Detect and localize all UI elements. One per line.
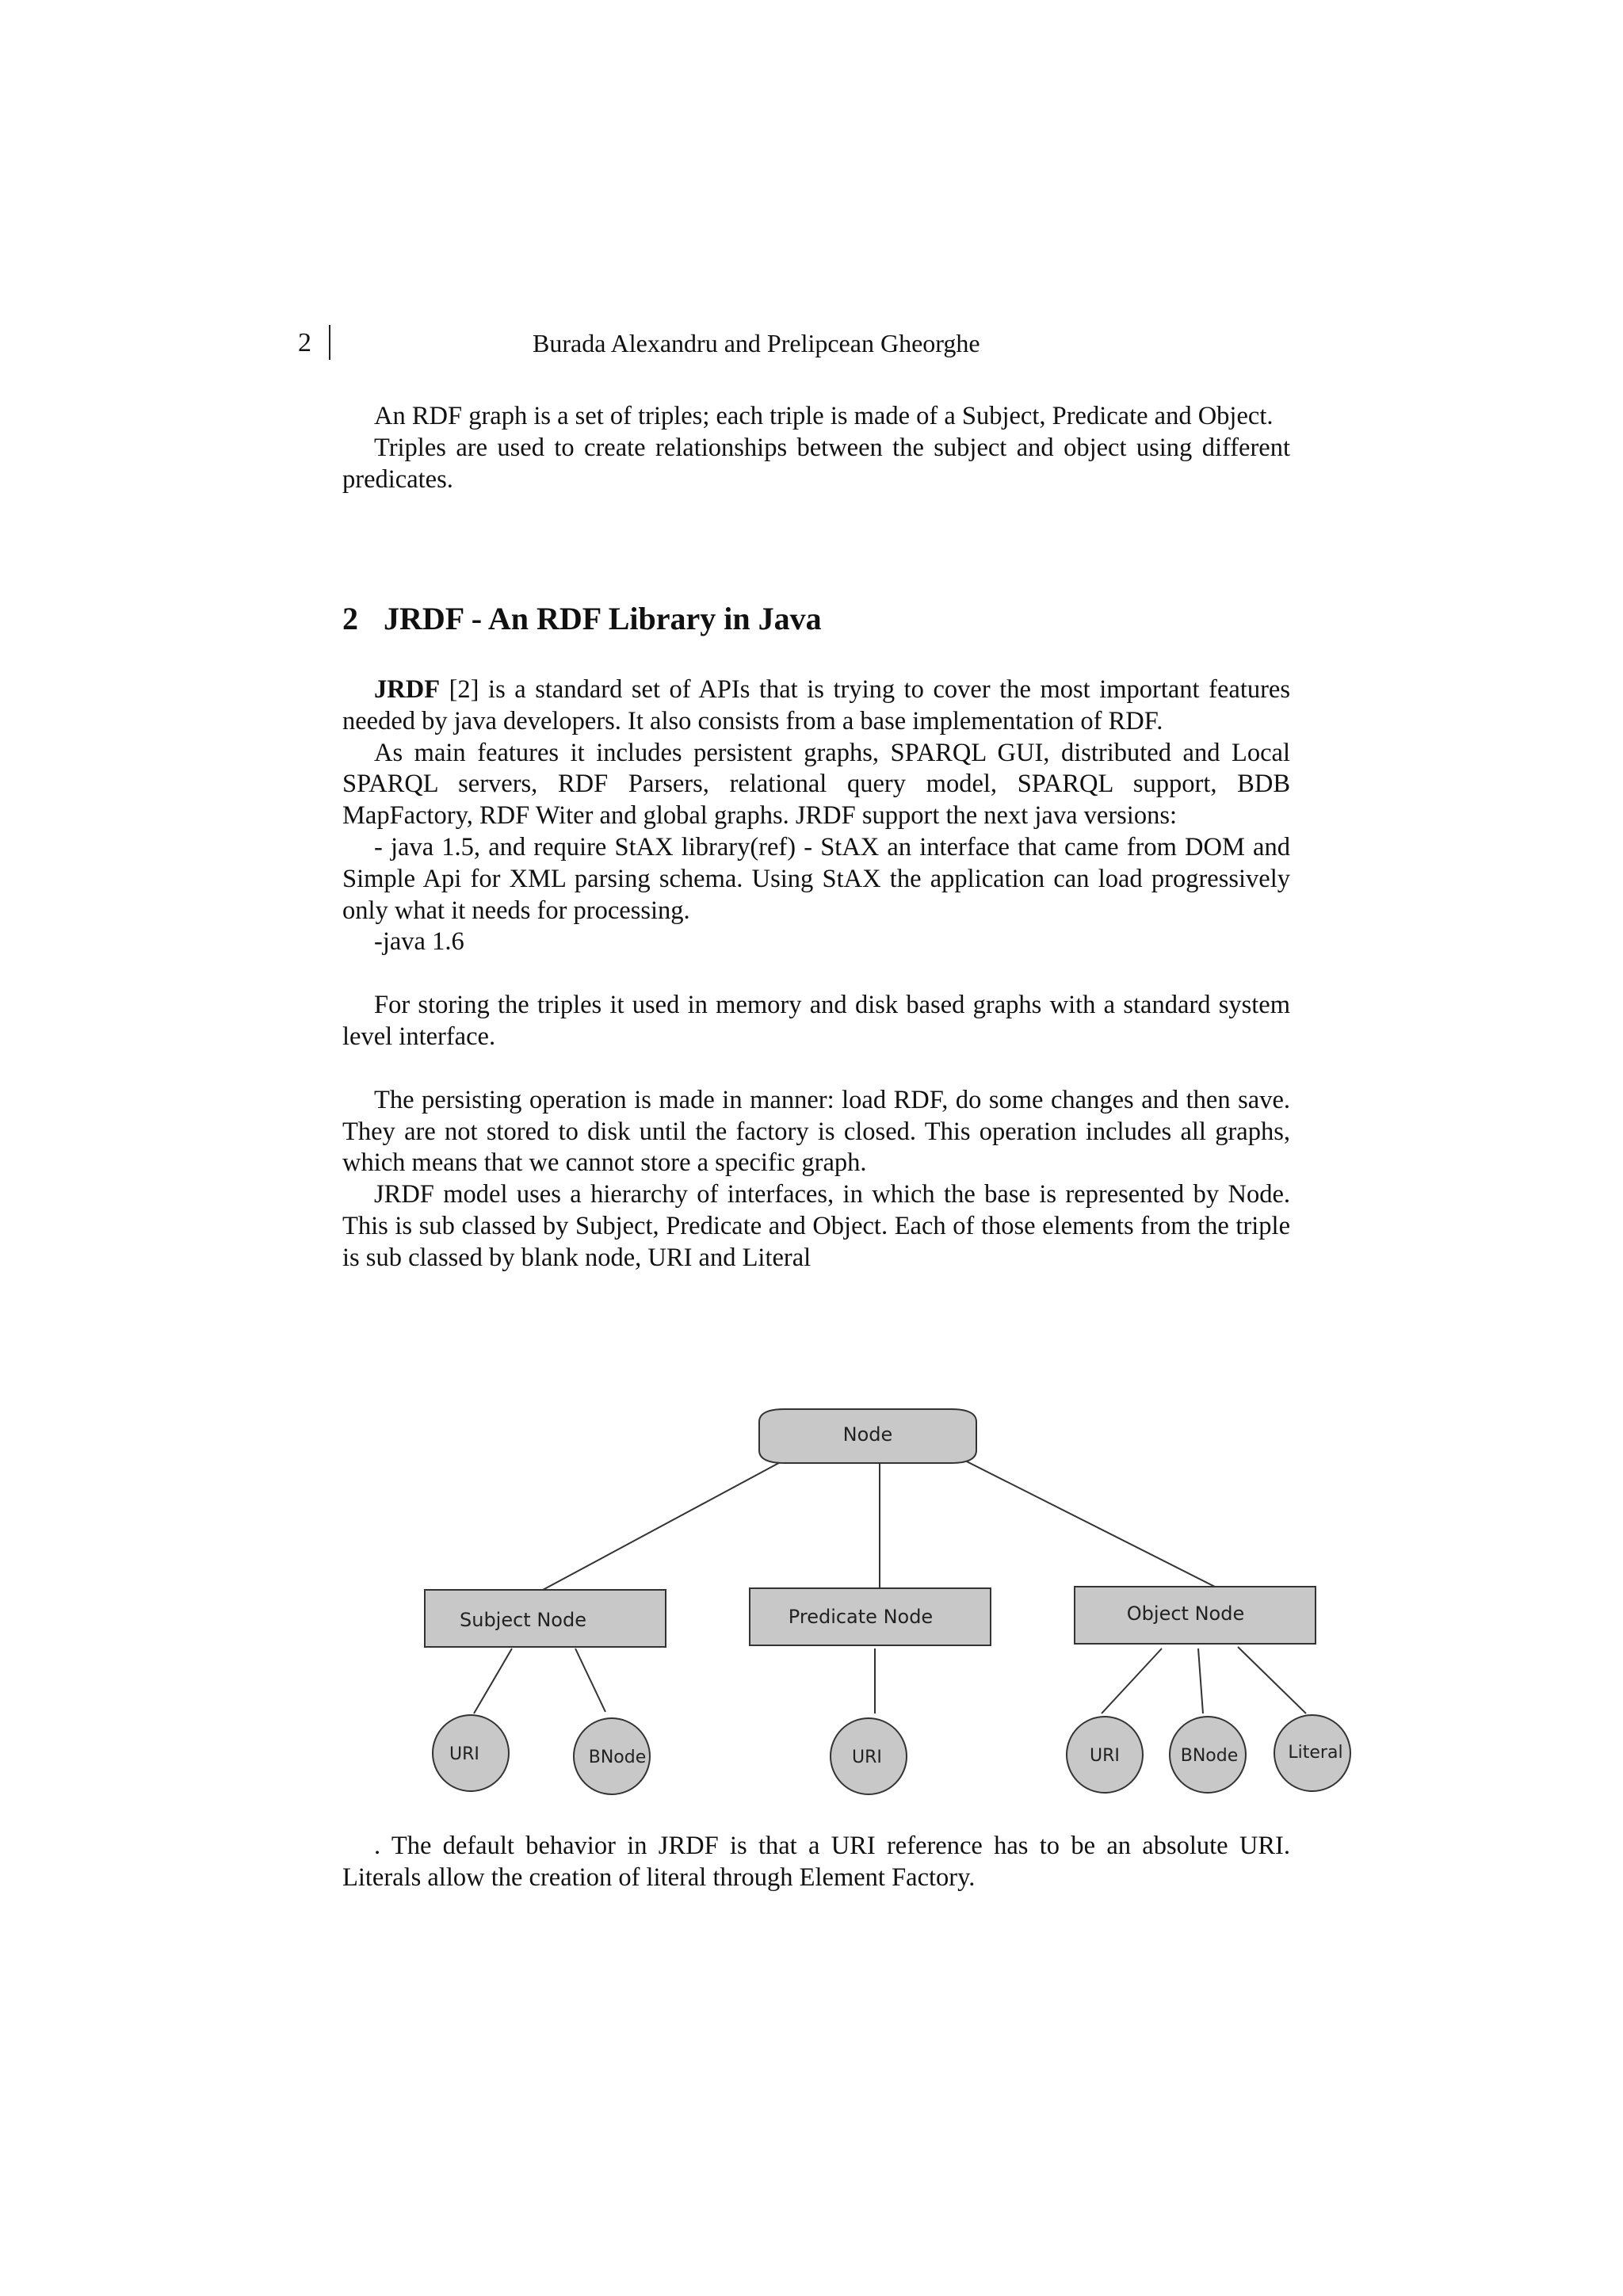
root-node	[759, 1409, 976, 1463]
intro-text	[342, 401, 1290, 495]
intro-paragraph-2: Triples are used to create relationships between the subject and object using different predicates.	[342, 433, 1290, 494]
diagram-connectors	[474, 1454, 1306, 1713]
root-node-label: Node	[842, 1423, 893, 1446]
object-uri-leaf	[1067, 1717, 1143, 1793]
running-head: Burada Alexandru and Prelipcean Gheorghe	[533, 329, 980, 357]
subject-node-label: Subject Node	[460, 1609, 586, 1631]
closing-paragraph: . The default behavior in JRDF is that a URI reference has to be an absolute URI. Literals allow the creation of literal through Element Factory.	[342, 1832, 1290, 1892]
page-number: 2	[298, 328, 311, 357]
section-number: 2	[342, 601, 358, 636]
subject-node	[425, 1590, 666, 1647]
predicate-node	[750, 1588, 991, 1645]
predicate-uri-leaf	[831, 1718, 907, 1794]
leaf-label: BNode	[588, 1748, 647, 1767]
subject-bnode-leaf	[574, 1718, 650, 1794]
predicate-node-label: Predicate Node	[788, 1606, 934, 1628]
jrdf-bold: JRDF	[374, 675, 441, 704]
leaf-label: URI	[1090, 1746, 1120, 1766]
page-header	[298, 323, 1320, 363]
body-paragraph-3: - java 1.5, and require StAX library(ref) - StAX an interface that came from DOM and Simple Api for XML parsing schema. Using StAX the application can load progressively only what it needs for processing.	[342, 832, 1290, 925]
section-heading	[342, 599, 822, 639]
body-paragraph-7: JRDF model uses a hierarchy of interfaces, in which the base is represented by Node. This is sub classed by Subject, Predicate and Object. Each of those elements from the triple is sub classed by blank node, URI and Literal	[342, 1180, 1290, 1272]
intro-paragraph-1: An RDF graph is a set of triples; each triple is made of a Subject, Predicate and Object.	[374, 402, 1274, 430]
object-node-label: Object Node	[1126, 1603, 1245, 1625]
leaf-label: Literal	[1288, 1743, 1343, 1763]
header-rule	[329, 325, 330, 360]
body-paragraph-1	[342, 674, 1290, 738]
section-body	[342, 674, 1290, 1274]
section-title: JRDF - An RDF Library in Java	[384, 601, 822, 636]
subject-uri-leaf	[433, 1715, 509, 1791]
leaf-label: URI	[449, 1744, 479, 1764]
object-bnode-leaf	[1170, 1717, 1246, 1793]
object-literal-leaf	[1274, 1715, 1350, 1791]
body-paragraph-4: -java 1.6	[374, 927, 464, 957]
leaf-label: BNode	[1180, 1746, 1239, 1766]
body-paragraph-6: The persisting operation is made in manner: load RDF, do some changes and then save. They are not stored to disk until the factory is closed. This operation includes all graphs, which means that we cannot store a specific graph.	[342, 1085, 1290, 1178]
body-paragraph-2: As main features it includes persistent graphs, SPARQL GUI, distributed and Local SPARQL servers, RDF Parsers, relational query model, SPARQL support, BDB MapFactory, RDF Witer and global graphs. JRDF support the next java versions:	[342, 738, 1290, 831]
body-paragraph-1-rest: [2] is a standard set of APIs that is trying to cover the most important features needed by java developers. It also consists from a base implementation of RDF.	[342, 675, 1290, 735]
object-node	[1075, 1587, 1316, 1644]
spacer	[342, 958, 1290, 990]
closing-text	[342, 1831, 1290, 1894]
body-paragraph-5: For storing the triples it used in memory and disk based graphs with a standard system level interface.	[342, 991, 1290, 1051]
leaf-label: URI	[852, 1748, 882, 1767]
node-hierarchy-diagram	[396, 1403, 1363, 1815]
spacer	[342, 1053, 1290, 1085]
